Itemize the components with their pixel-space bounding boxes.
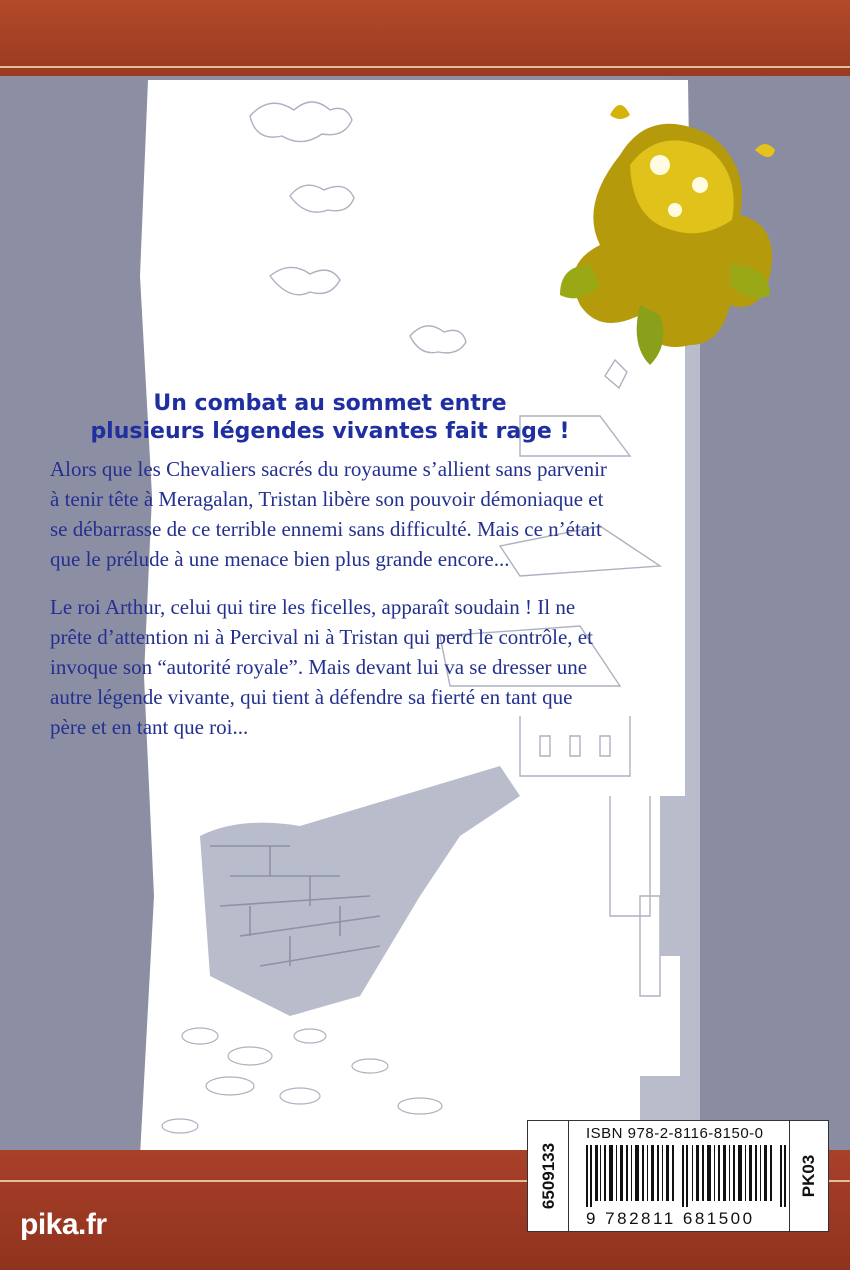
top-color-band xyxy=(0,0,850,76)
isbn-left-code: 6509133 xyxy=(539,1142,558,1210)
headline-line-2: plusieurs légendes vivantes fait rage ! xyxy=(90,419,570,444)
barcode-icon xyxy=(586,1145,786,1207)
isbn-digits: 9 782811 681500 xyxy=(586,1209,755,1228)
creature-illustration xyxy=(550,95,780,375)
headline xyxy=(50,390,610,446)
synopsis-paragraph-1: Alors que les Chevaliers sacrés du royaume s’allient sans parvenir à tenir tête à Meragalan, Tristan libère son pouvoir démoniaque et se débarrasse de ce terrible ennemi sans difficulté. Mais ce n’était que le prélude à une menace bien plus grande encore... xyxy=(50,457,607,571)
headline-line-1: Un combat au sommet entre xyxy=(153,391,507,416)
isbn-barcode-box xyxy=(527,1120,829,1232)
synopsis-paragraph-2: Le roi Arthur, celui qui tire les ficelles, apparaît soudain ! Il ne prête d’attention ni à Percival ni à Tristan qui perd le contrôle, et invoque son “autorité royale”. Mais devant lui va se dresser une autre légende vivante, qui tient à défendre sa fierté en tant que père et en tant que roi... xyxy=(50,595,593,739)
publisher-logo[interactable]: pika.fr xyxy=(20,1208,107,1241)
isbn-label: ISBN 978-2-8116-8150-0 xyxy=(586,1125,764,1142)
isbn-right-code: PK03 xyxy=(799,1154,818,1198)
synopsis-block xyxy=(50,390,610,760)
